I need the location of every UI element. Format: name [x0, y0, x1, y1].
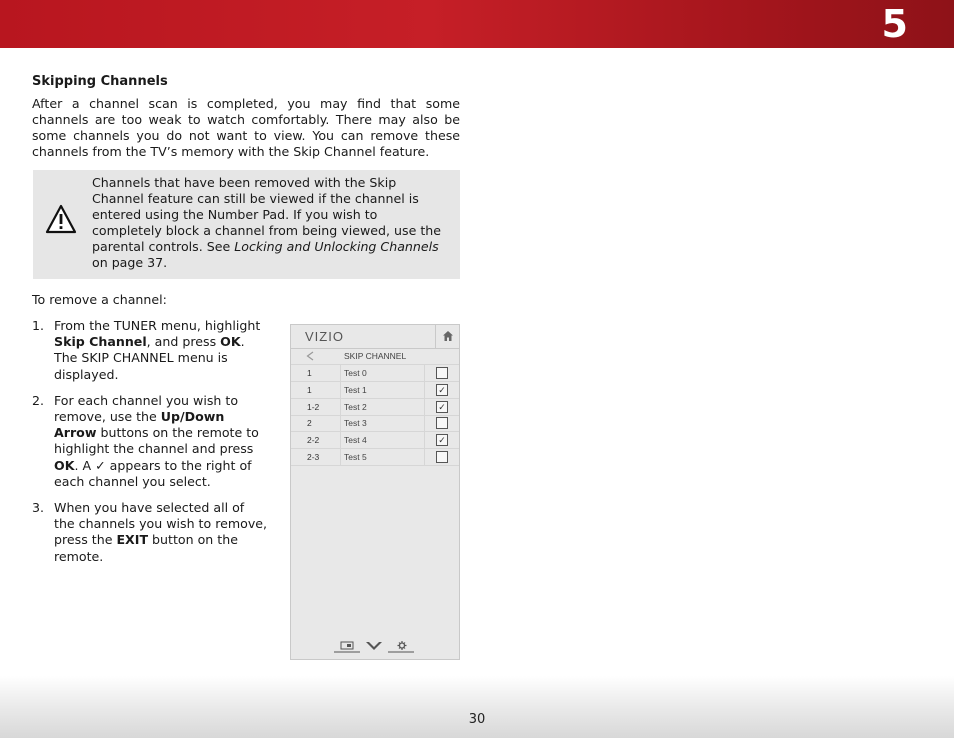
tv-menu-header [291, 325, 459, 349]
warning-note [33, 170, 460, 279]
table-row[interactable] [291, 449, 459, 466]
channel-number: 1-2 [307, 401, 320, 412]
channel-number: 2 [307, 418, 312, 429]
table-row[interactable] [291, 399, 459, 416]
tv-menu-title: SKIP CHANNEL [344, 351, 407, 361]
gear-icon[interactable] [388, 641, 414, 652]
back-arrow-icon[interactable] [306, 351, 314, 361]
steps-list [32, 318, 268, 575]
vizio-v-icon[interactable] [366, 642, 382, 650]
home-icon[interactable] [442, 330, 454, 342]
warning-note-text: Channels that have been removed with the Skip Channel feature can still be viewed if the channel is entered using the Number Pad. If you wish to completely block a channel from being viewed, use the parental controls. See Locking and Unlocking Channels on page 37. [92, 175, 441, 270]
wide-screen-icon[interactable] [334, 642, 360, 652]
tv-menu-screenshot [290, 324, 460, 660]
step-item: 2. For each channel you wish to remove, use the Up/Down Arrow buttons on the remote to highlight the channel and press OK. A ✓ appears to the right of each channel you select. [32, 392, 259, 489]
chapter-number: 5 [881, 2, 908, 46]
skip-checkbox[interactable] [436, 367, 448, 379]
section-title: Skipping Channels [32, 74, 168, 89]
page-footer-band [0, 676, 954, 738]
skip-checkbox[interactable] [436, 451, 448, 463]
table-row[interactable] [291, 415, 459, 432]
table-row[interactable] [291, 432, 459, 449]
tv-menu-title-row [291, 348, 459, 365]
table-row[interactable] [291, 365, 459, 382]
channel-name: Test 2 [344, 401, 367, 412]
warning-icon [45, 204, 77, 234]
channel-number: 1 [307, 368, 312, 378]
channel-name: Test 4 [344, 435, 367, 446]
page-number: 30 [468, 712, 486, 727]
skip-checkbox[interactable]: ✓ [436, 384, 448, 396]
channel-name: Test 0 [344, 368, 367, 378]
skip-checkbox[interactable]: ✓ [436, 434, 448, 446]
step-item: 3. When you have selected all of the channels you wish to remove, press the EXIT button on the remote. [32, 500, 268, 564]
locking-channels-reference[interactable]: Locking and Unlocking Channels [234, 239, 439, 254]
vizio-logo: VIZIO [305, 329, 344, 344]
tv-menu-footer-icons [333, 639, 421, 653]
skip-checkbox[interactable] [436, 417, 448, 429]
step-item: 1. From the TUNER menu, highlight Skip Channel, and press OK. The SKIP CHANNEL menu is displayed. [32, 318, 261, 382]
channel-name: Test 5 [344, 452, 367, 462]
channel-name: Test 3 [344, 418, 367, 429]
channel-number: 1 [307, 384, 312, 395]
skip-checkbox[interactable]: ✓ [436, 401, 448, 413]
table-row[interactable] [291, 382, 459, 399]
channel-name: Test 1 [344, 384, 367, 395]
steps-lead: To remove a channel: [32, 292, 167, 307]
channel-number: 2-3 [307, 452, 320, 462]
intro-paragraph: After a channel scan is completed, you may find that some channels are too weak to watch comfortably. There may also be some channels you do not want to view. You can remove these channels from the TV’s memory with the Skip Channel feature. [32, 96, 460, 159]
channel-number: 2-2 [307, 435, 320, 446]
chapter-header-bar [0, 0, 954, 48]
